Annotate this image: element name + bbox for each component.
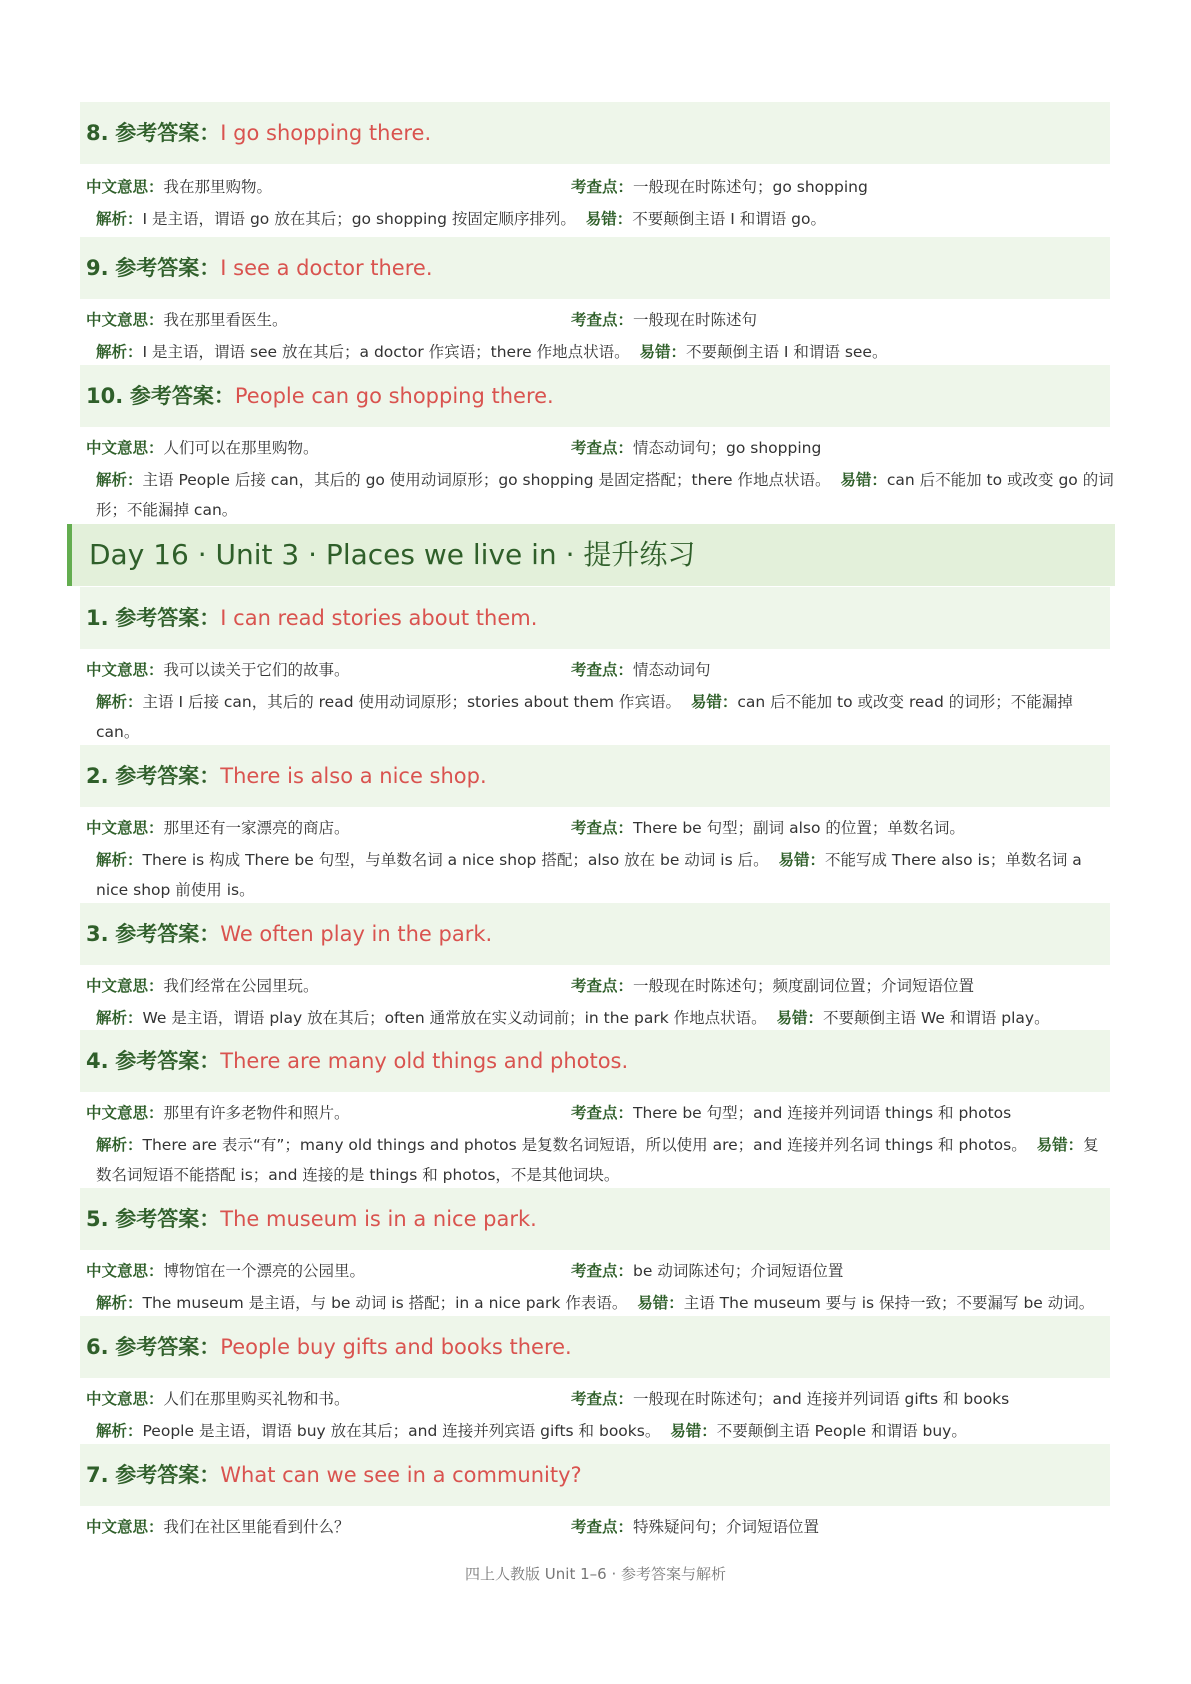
reference-answer: I go shopping there. — [220, 121, 432, 145]
meaning-label: 中文意思： — [86, 661, 164, 679]
point-text: There be 句型；and 连接并列词语 things 和 photos — [633, 1104, 1012, 1122]
exam-point — [571, 433, 821, 463]
exam-point — [571, 971, 974, 1001]
analysis-label: 解析： — [96, 1422, 143, 1440]
section-title: Day 16 · Unit 3 · Places we live in · 提升练习 — [89, 538, 696, 571]
point-label: 考查点： — [571, 661, 634, 679]
analysis-label: 解析： — [96, 1009, 143, 1027]
answer-label: 参考答案： — [115, 256, 221, 280]
analysis-text: I 是主语，谓语 see 放在其后；a doctor 作宾语；there 作地点状语。 — [142, 343, 630, 361]
exam-point — [571, 655, 711, 685]
meaning-label: 中文意思： — [86, 439, 164, 457]
error-text: 不要颠倒主语 I 和谓语 go。 — [632, 210, 826, 228]
question-number: 4. — [86, 1049, 109, 1073]
point-label: 考查点： — [571, 1262, 634, 1280]
meaning-label: 中文意思： — [86, 1104, 164, 1122]
error-text: 不能写成 There also is；单数名词 a nice shop 前使用 is。 — [96, 851, 1082, 899]
meaning-label: 中文意思： — [86, 1262, 164, 1280]
exam-point — [571, 1512, 819, 1542]
analysis-text: 主语 I 后接 can，其后的 read 使用动词原形；stories about them 作宾语。 — [142, 693, 681, 711]
meaning-label: 中文意思： — [86, 819, 164, 837]
analysis-text: 主语 People 后接 can，其后的 go 使用动词原形；go shopping 是固定搭配；there 作地点状语。 — [142, 471, 831, 489]
meaning-text: 博物馆在一个漂亮的公园里。 — [163, 1262, 366, 1280]
exam-point — [571, 1098, 1011, 1128]
question-8-header — [80, 102, 1110, 164]
analysis-label: 解析： — [96, 693, 143, 711]
chinese-meaning — [86, 433, 319, 463]
question-number: 5. — [86, 1207, 109, 1231]
question-number: 6. — [86, 1335, 109, 1359]
chinese-meaning — [86, 1384, 350, 1414]
analysis-block — [96, 1130, 1114, 1190]
error-label: 易错： — [670, 1422, 717, 1440]
answer-label: 参考答案： — [115, 1335, 221, 1359]
analysis-label: 解析： — [96, 1294, 143, 1312]
meaning-label: 中文意思： — [86, 1518, 164, 1536]
analysis-text: The museum 是主语，与 be 动词 is 搭配；in a nice park 作表语。 — [142, 1294, 628, 1312]
error-label: 易错： — [778, 851, 825, 869]
meaning-text: 我在那里看医生。 — [163, 311, 288, 329]
reference-answer: There are many old things and photos. — [220, 1049, 629, 1073]
question-number: 7. — [86, 1463, 109, 1487]
chinese-meaning — [86, 1512, 350, 1542]
point-text: 一般现在时陈述句；and 连接并列词语 gifts 和 books — [633, 1390, 1010, 1408]
analysis-block — [96, 687, 1114, 747]
analysis-label: 解析： — [96, 851, 143, 869]
point-label: 考查点： — [571, 1518, 634, 1536]
error-text: can 后不能加 to 或改变 read 的词形；不能漏掉 can。 — [96, 693, 1073, 741]
meaning-text: 那里有许多老物件和照片。 — [163, 1104, 350, 1122]
chinese-meaning — [86, 813, 350, 843]
point-text: 一般现在时陈述句；频度副词位置；介词短语位置 — [633, 977, 975, 995]
meaning-text: 我们经常在公园里玩。 — [163, 977, 319, 995]
page-footer: 四上人教版 Unit 1–6 · 参考答案与解析 — [465, 1565, 726, 1583]
analysis-block — [96, 1003, 1114, 1033]
reference-answer: The museum is in a nice park. — [220, 1207, 537, 1231]
point-label: 考查点： — [571, 1104, 634, 1122]
error-label: 易错： — [585, 210, 633, 228]
analysis-label: 解析： — [96, 210, 143, 228]
answer-label: 参考答案： — [115, 1207, 221, 1231]
question-number: 8. — [86, 121, 109, 145]
analysis-text: People 是主语，谓语 buy 放在其后；and 连接并列宾语 gifts 和 books。 — [142, 1422, 661, 1440]
exam-point — [571, 813, 965, 843]
answer-label: 参考答案： — [115, 1049, 221, 1073]
error-label: 易错： — [1036, 1136, 1084, 1154]
analysis-block — [96, 337, 1114, 367]
question-number: 10. — [86, 384, 124, 408]
error-label: 易错： — [776, 1009, 824, 1027]
question-9-header — [80, 237, 1110, 299]
chinese-meaning — [86, 655, 350, 685]
reference-answer: People buy gifts and books there. — [220, 1335, 572, 1359]
meaning-text: 我在那里购物。 — [163, 178, 273, 196]
reference-answer: I can read stories about them. — [220, 606, 538, 630]
point-label: 考查点： — [571, 977, 634, 995]
meaning-text: 人们可以在那里购物。 — [163, 439, 319, 457]
question-5-header — [80, 1188, 1110, 1250]
reference-answer: We often play in the park. — [220, 922, 493, 946]
error-label: 易错： — [840, 471, 887, 489]
meaning-label: 中文意思： — [86, 178, 164, 196]
error-label: 易错： — [637, 1294, 684, 1312]
question-4-header — [80, 1030, 1110, 1092]
point-text: 特殊疑问句；介词短语位置 — [633, 1518, 820, 1536]
analysis-text: We 是主语，谓语 play 放在其后；often 通常放在实义动词前；in the park 作地点状语。 — [142, 1009, 767, 1027]
point-label: 考查点： — [571, 178, 634, 196]
question-number: 3. — [86, 922, 109, 946]
error-label: 易错： — [690, 693, 738, 711]
error-text: 复数名词短语不能搭配 is；and 连接的是 things 和 photos，不是其他词块。 — [96, 1136, 1099, 1184]
reference-answer: What can we see in a community? — [220, 1463, 582, 1487]
answer-label: 参考答案： — [115, 606, 221, 630]
exam-point — [571, 1256, 843, 1286]
error-text: 主语 The museum 要与 is 保持一致；不要漏写 be 动词。 — [683, 1294, 1095, 1312]
point-text: 情态动词句；go shopping — [633, 439, 822, 457]
analysis-text: There are 表示“有”；many old things and photos 是复数名词短语，所以使用 are；and 连接并列名词 things 和 photos。 — [142, 1136, 1027, 1154]
analysis-block — [96, 465, 1114, 525]
chinese-meaning — [86, 305, 288, 335]
analysis-block — [96, 1416, 1114, 1446]
analysis-label: 解析： — [96, 343, 143, 361]
section-header — [67, 524, 1115, 586]
analysis-block — [96, 1288, 1114, 1318]
meaning-text: 我们在社区里能看到什么？ — [163, 1518, 350, 1536]
error-text: 不要颠倒主语 I 和谓语 see。 — [685, 343, 888, 361]
reference-answer: I see a doctor there. — [220, 256, 433, 280]
analysis-label: 解析： — [96, 1136, 143, 1154]
meaning-text: 我可以读关于它们的故事。 — [163, 661, 350, 679]
meaning-label: 中文意思： — [86, 977, 164, 995]
answer-label: 参考答案： — [129, 384, 235, 408]
question-1-header — [80, 587, 1110, 649]
question-6-header — [80, 1316, 1110, 1378]
error-text: 不要颠倒主语 People 和谓语 buy。 — [716, 1422, 967, 1440]
meaning-text: 人们在那里购买礼物和书。 — [163, 1390, 350, 1408]
answer-label: 参考答案： — [115, 922, 221, 946]
meaning-text: 那里还有一家漂亮的商店。 — [163, 819, 350, 837]
point-text: 一般现在时陈述句 — [633, 311, 758, 329]
analysis-block — [96, 204, 1114, 234]
error-text: can 后不能加 to 或改变 go 的词形；不能漏掉 can。 — [96, 471, 1114, 519]
question-2-header — [80, 745, 1110, 807]
chinese-meaning — [86, 172, 272, 202]
point-text: be 动词陈述句；介词短语位置 — [633, 1262, 844, 1280]
point-label: 考查点： — [571, 311, 634, 329]
error-text: 不要颠倒主语 We 和谓语 play。 — [823, 1009, 1050, 1027]
chinese-meaning — [86, 971, 319, 1001]
reference-answer: There is also a nice shop. — [220, 764, 487, 788]
meaning-label: 中文意思： — [86, 311, 164, 329]
question-number: 2. — [86, 764, 109, 788]
answer-label: 参考答案： — [115, 121, 221, 145]
answer-label: 参考答案： — [115, 1463, 221, 1487]
analysis-text: I 是主语，谓语 go 放在其后；go shopping 按固定顺序排列。 — [142, 210, 576, 228]
reference-answer: People can go shopping there. — [234, 384, 554, 408]
exam-point — [571, 172, 868, 202]
exam-point — [571, 305, 757, 335]
question-number: 9. — [86, 256, 109, 280]
point-text: There be 句型；副词 also 的位置；单数名词。 — [633, 819, 965, 837]
point-text: 情态动词句 — [633, 661, 711, 679]
chinese-meaning — [86, 1256, 365, 1286]
error-label: 易错： — [639, 343, 686, 361]
exam-point — [571, 1384, 1009, 1414]
analysis-label: 解析： — [96, 471, 143, 489]
question-7-header — [80, 1444, 1110, 1506]
question-3-header — [80, 903, 1110, 965]
answer-label: 参考答案： — [115, 764, 221, 788]
question-10-header — [80, 365, 1110, 427]
point-label: 考查点： — [571, 1390, 634, 1408]
point-label: 考查点： — [571, 819, 634, 837]
meaning-label: 中文意思： — [86, 1390, 164, 1408]
chinese-meaning — [86, 1098, 350, 1128]
point-text: 一般现在时陈述句；go shopping — [633, 178, 868, 196]
point-label: 考查点： — [571, 439, 634, 457]
question-number: 1. — [86, 606, 109, 630]
analysis-text: There is 构成 There be 句型，与单数名词 a nice shop 搭配；also 放在 be 动词 is 后。 — [142, 851, 769, 869]
analysis-block — [96, 845, 1114, 905]
